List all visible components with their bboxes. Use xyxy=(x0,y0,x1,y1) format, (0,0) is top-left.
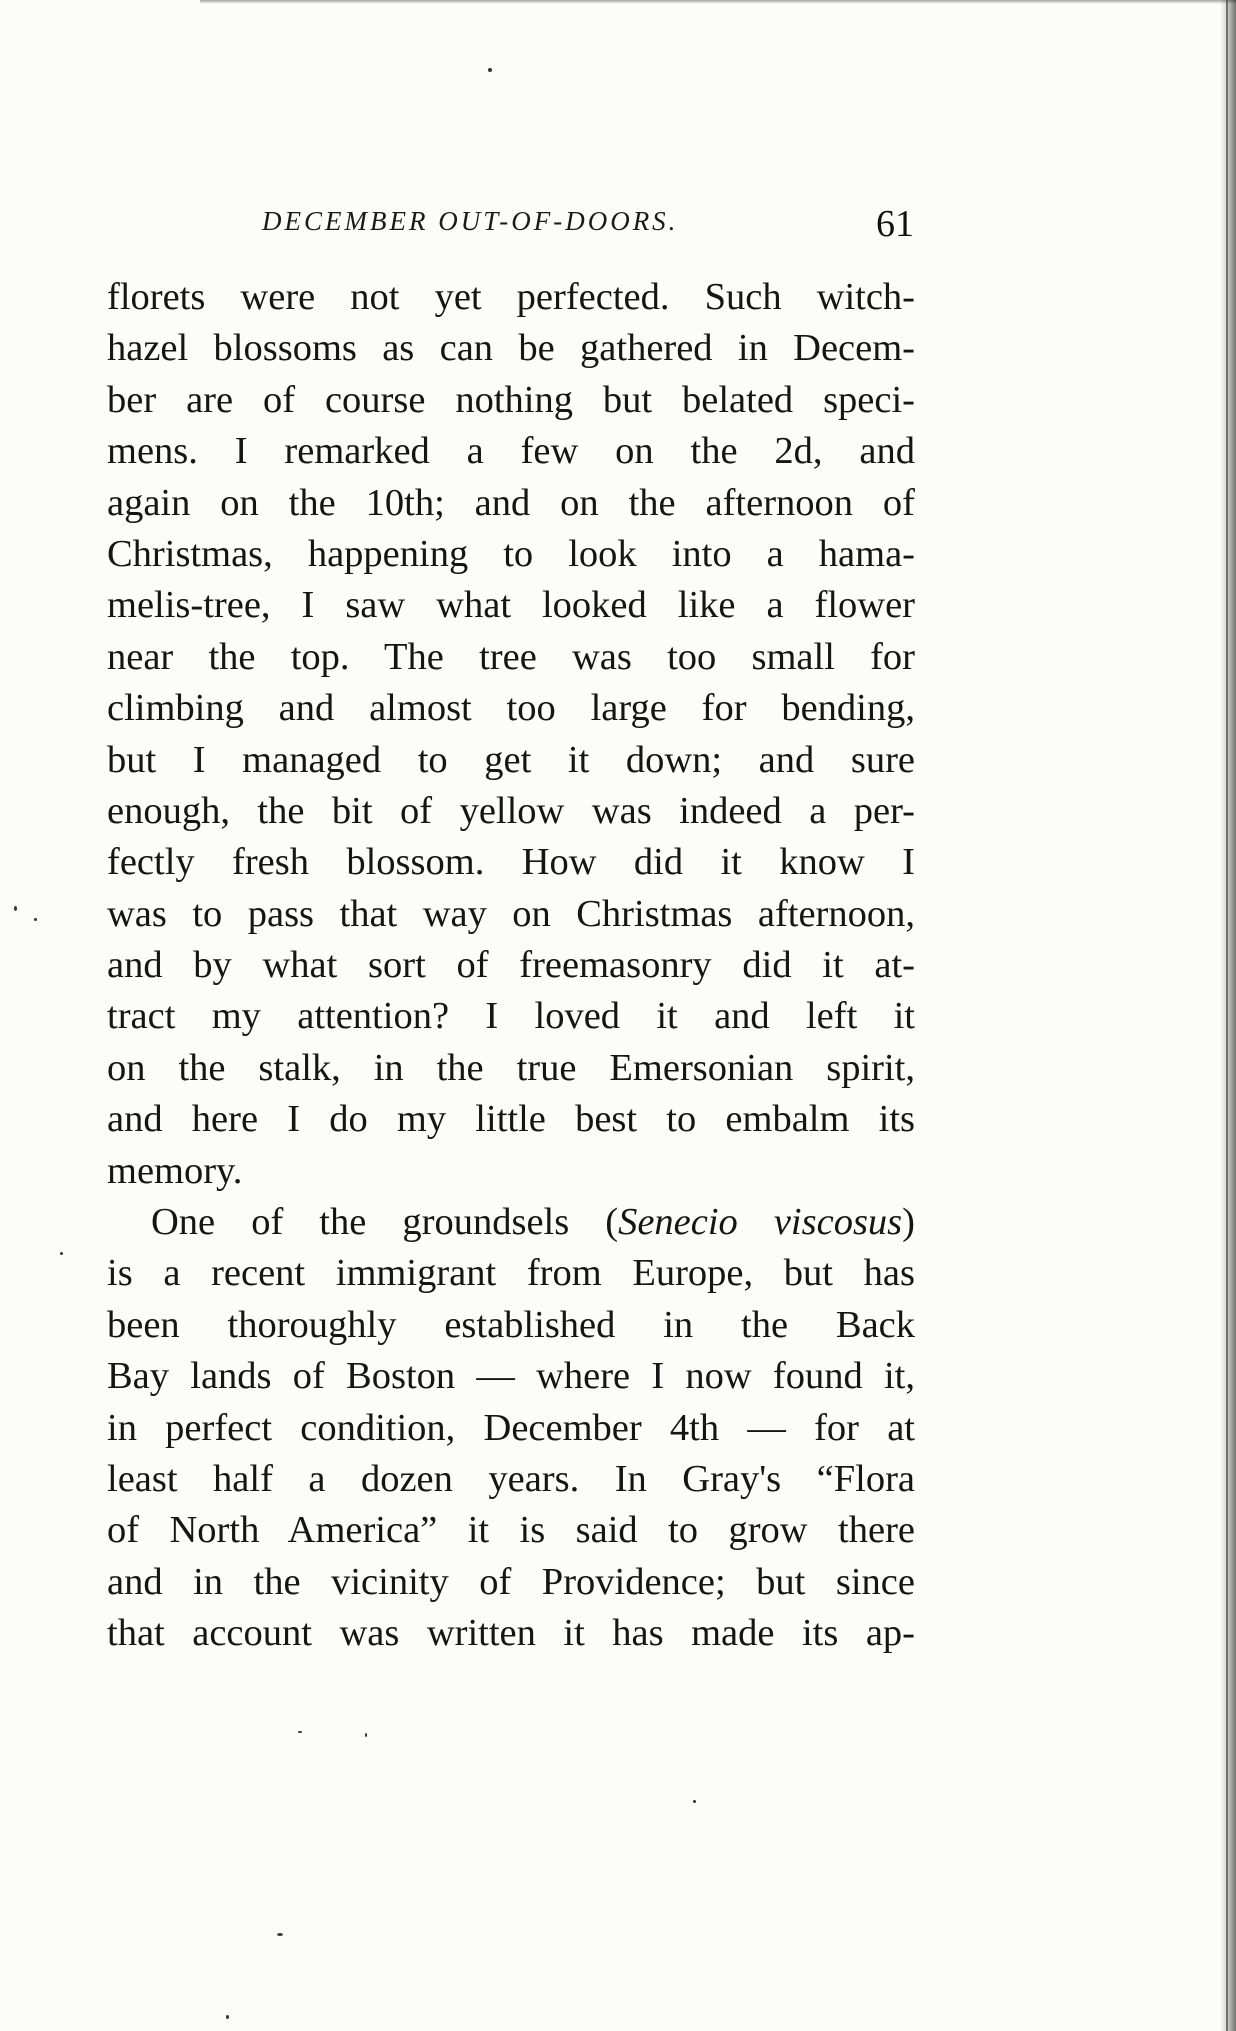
speck xyxy=(693,1800,696,1803)
speck xyxy=(60,1252,63,1255)
binding-edge xyxy=(1220,0,1236,2031)
text-line: memory. xyxy=(107,1149,243,1192)
text-line: near the top. The tree was too small for xyxy=(107,635,915,678)
text-line: in perfect condition, December 4th — for at xyxy=(107,1406,915,1449)
speck xyxy=(298,1731,302,1733)
page-top-shadow xyxy=(200,0,1236,4)
text-line: is a recent immigrant from Europe, but has xyxy=(107,1252,915,1295)
running-head: DECEMBER OUT-OF-DOORS. xyxy=(262,206,679,236)
text-line: and by what sort of freemasonry did it at- xyxy=(107,944,915,987)
text-line: was to pass that way on Christmas afternoon, xyxy=(107,892,915,935)
text-line: tract my attention? I loved it and left it xyxy=(107,995,915,1038)
speck xyxy=(488,68,492,72)
text-line: mens. I remarked a few on the 2d, and xyxy=(107,430,915,473)
page-number: 61 xyxy=(876,203,914,245)
text-line: and in the vicinity of Providence; but since xyxy=(107,1560,915,1603)
speck xyxy=(34,918,37,921)
speck xyxy=(226,2015,229,2019)
text-line: fectly fresh blossom. How did it know I xyxy=(107,841,915,884)
text-line: of North America” it is said to grow there xyxy=(107,1509,915,1552)
text-line: least half a dozen years. In Gray's “Flora xyxy=(107,1457,915,1500)
text-line: on the stalk, in the true Emersonian spirit, xyxy=(107,1046,915,1089)
text-line: and here I do my little best to embalm its xyxy=(107,1098,915,1141)
text-line: hazel blossoms as can be gathered in Decem- xyxy=(107,327,915,370)
text-line: but I managed to get it down; and sure xyxy=(107,738,915,781)
text-line: climbing and almost too large for bending, xyxy=(107,687,915,730)
text-segment: ) xyxy=(902,1201,915,1244)
speck xyxy=(277,1933,283,1936)
species-name: Senecio viscosus xyxy=(618,1201,903,1244)
text-segment: One of the groundsels ( xyxy=(151,1201,619,1244)
body-text xyxy=(107,272,915,1660)
binding-edge-line xyxy=(1226,0,1228,2031)
paragraph-2-first-line xyxy=(107,1197,915,1248)
text-line: been thoroughly established in the Back xyxy=(107,1303,915,1346)
text-line: Christmas, happening to look into a hama- xyxy=(107,532,915,575)
text-line: enough, the bit of yellow was indeed a per- xyxy=(107,789,915,832)
text-line: that account was written it has made its ap- xyxy=(107,1612,915,1655)
speck xyxy=(365,1733,367,1737)
text-line: florets were not yet perfected. Such witch- xyxy=(107,276,915,318)
text-line: melis-tree, I saw what looked like a flower xyxy=(107,584,915,627)
text-line: again on the 10th; and on the afternoon of xyxy=(107,481,915,524)
text-line: Bay lands of Boston — where I now found it, xyxy=(107,1355,915,1398)
speck xyxy=(14,906,17,911)
text-line: ber are of course nothing but belated speci- xyxy=(107,378,915,421)
